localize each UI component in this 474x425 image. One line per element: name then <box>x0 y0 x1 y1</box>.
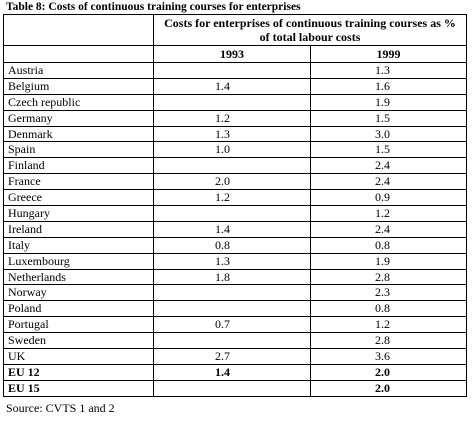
value-1993-cell <box>154 333 311 349</box>
table-row <box>4 364 467 380</box>
table-row <box>4 333 467 349</box>
country-cell: France <box>4 174 154 190</box>
country-cell: EU 15 <box>4 380 154 396</box>
value-1993-cell <box>154 380 311 396</box>
value-1999-cell: 2.8 <box>311 269 467 285</box>
value-1993-cell <box>154 206 311 222</box>
country-cell: Belgium <box>4 78 154 94</box>
country-cell: Finland <box>4 158 154 174</box>
country-cell: EU 12 <box>4 364 154 380</box>
country-cell: Sweden <box>4 333 154 349</box>
table-row <box>4 349 467 365</box>
table-row <box>4 158 467 174</box>
value-1999-cell: 1.5 <box>311 110 467 126</box>
header-empty-cell <box>4 15 154 46</box>
value-1993-cell: 1.2 <box>154 190 311 206</box>
value-1993-cell <box>154 63 311 79</box>
value-1993-cell <box>154 301 311 317</box>
country-cell: Norway <box>4 285 154 301</box>
table-row <box>4 190 467 206</box>
value-1993-cell: 1.2 <box>154 110 311 126</box>
country-cell: Greece <box>4 190 154 206</box>
table-row <box>4 221 467 237</box>
costs-table <box>3 14 467 397</box>
country-cell: Ireland <box>4 221 154 237</box>
value-1999-cell: 2.4 <box>311 221 467 237</box>
country-cell: Luxembourg <box>4 253 154 269</box>
table-row <box>4 237 467 253</box>
country-cell: Poland <box>4 301 154 317</box>
table-row <box>4 253 467 269</box>
table-row <box>4 126 467 142</box>
header-row-years <box>4 46 467 63</box>
value-1993-cell: 1.0 <box>154 142 311 158</box>
value-1993-cell: 1.8 <box>154 269 311 285</box>
value-1999-cell: 1.9 <box>311 253 467 269</box>
table-row <box>4 206 467 222</box>
value-1999-cell: 1.9 <box>311 94 467 110</box>
value-1993-cell: 2.7 <box>154 349 311 365</box>
country-cell: UK <box>4 349 154 365</box>
country-cell: Spain <box>4 142 154 158</box>
table-row <box>4 174 467 190</box>
value-1993-cell: 1.3 <box>154 126 311 142</box>
value-1993-cell <box>154 158 311 174</box>
value-1999-cell: 2.0 <box>311 364 467 380</box>
value-1999-cell: 2.3 <box>311 285 467 301</box>
value-1999-cell: 0.9 <box>311 190 467 206</box>
country-cell: Denmark <box>4 126 154 142</box>
value-1999-cell: 0.8 <box>311 237 467 253</box>
header-year-1993: 1993 <box>154 46 311 63</box>
value-1999-cell: 0.8 <box>311 301 467 317</box>
value-1999-cell: 2.0 <box>311 380 467 396</box>
table-row <box>4 380 467 396</box>
table-row <box>4 269 467 285</box>
value-1999-cell: 1.3 <box>311 63 467 79</box>
value-1999-cell: 1.6 <box>311 78 467 94</box>
header-description: Costs for enterprises of continuous training courses as % of total labour costs <box>154 15 467 46</box>
country-cell: Germany <box>4 110 154 126</box>
header-empty-cell <box>4 46 154 63</box>
table-row <box>4 301 467 317</box>
table-row <box>4 317 467 333</box>
header-year-1999: 1999 <box>311 46 467 63</box>
country-cell: Italy <box>4 237 154 253</box>
country-cell: Czech republic <box>4 94 154 110</box>
table-row <box>4 94 467 110</box>
header-row-description <box>4 15 467 46</box>
table-row <box>4 78 467 94</box>
value-1993-cell: 1.4 <box>154 221 311 237</box>
country-cell: Austria <box>4 63 154 79</box>
table-body <box>4 63 467 397</box>
country-cell: Netherlands <box>4 269 154 285</box>
table-row <box>4 142 467 158</box>
table-row <box>4 63 467 79</box>
value-1993-cell: 1.4 <box>154 78 311 94</box>
value-1993-cell <box>154 285 311 301</box>
value-1999-cell: 1.5 <box>311 142 467 158</box>
value-1999-cell: 2.4 <box>311 174 467 190</box>
value-1993-cell: 1.3 <box>154 253 311 269</box>
value-1993-cell: 1.4 <box>154 364 311 380</box>
value-1999-cell: 3.6 <box>311 349 467 365</box>
value-1999-cell: 1.2 <box>311 206 467 222</box>
source-note: Source: CVTS 1 and 2 <box>6 401 115 415</box>
value-1999-cell: 2.8 <box>311 333 467 349</box>
value-1993-cell: 0.8 <box>154 237 311 253</box>
country-cell: Hungary <box>4 206 154 222</box>
value-1999-cell: 3.0 <box>311 126 467 142</box>
table-caption: Table 8: Costs of continuous training courses for enterprises <box>6 1 301 13</box>
value-1993-cell: 0.7 <box>154 317 311 333</box>
value-1999-cell: 1.2 <box>311 317 467 333</box>
value-1993-cell: 2.0 <box>154 174 311 190</box>
value-1999-cell: 2.4 <box>311 158 467 174</box>
value-1993-cell <box>154 94 311 110</box>
country-cell: Portugal <box>4 317 154 333</box>
table-row <box>4 285 467 301</box>
table-row <box>4 110 467 126</box>
